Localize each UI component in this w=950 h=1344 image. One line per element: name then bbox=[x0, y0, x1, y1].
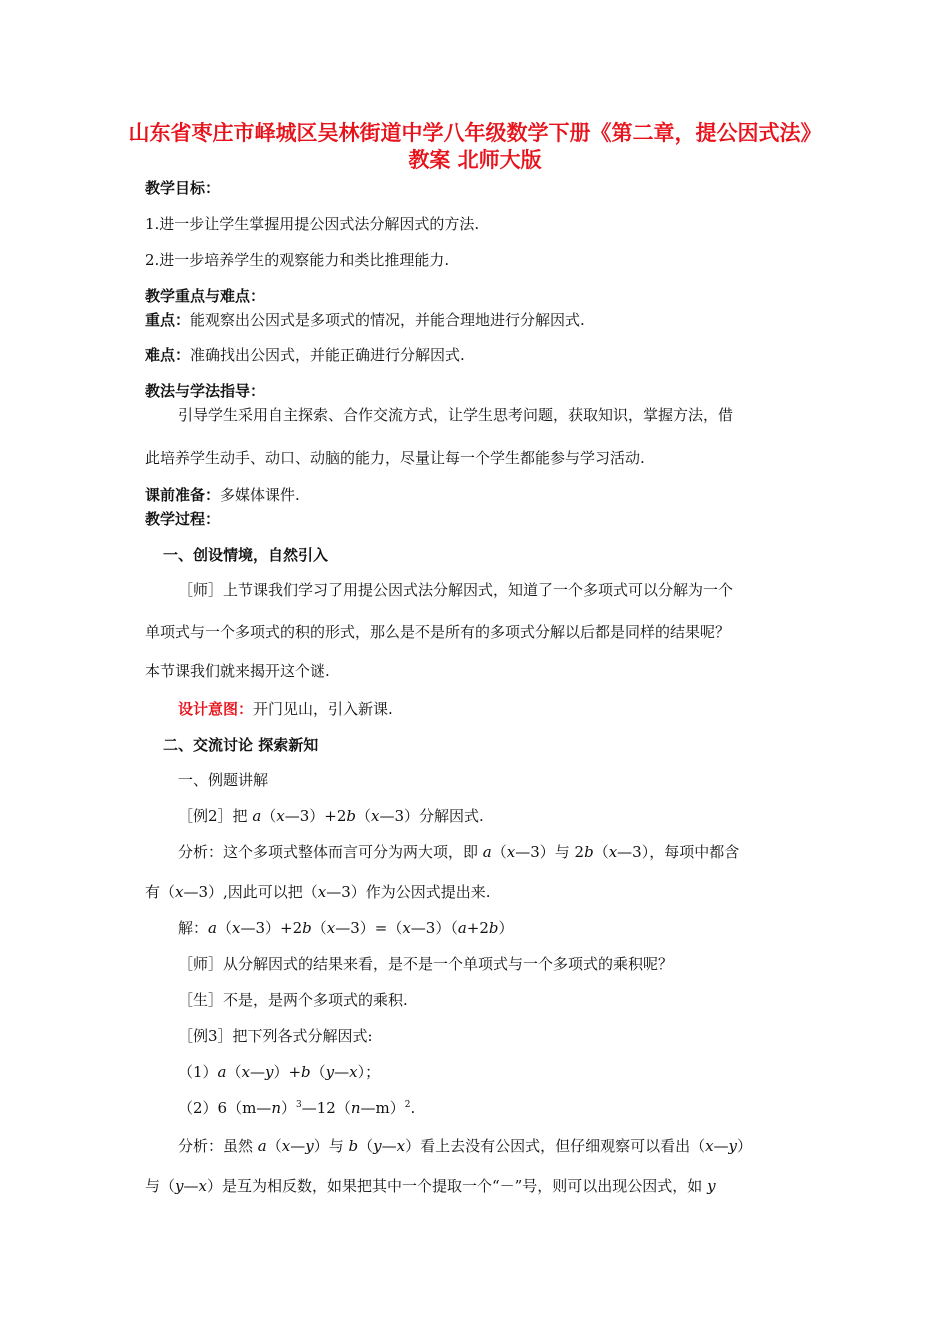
var: b bbox=[348, 1137, 359, 1155]
var: b bbox=[584, 843, 594, 861]
text: —3）+2 bbox=[240, 919, 303, 937]
text: ） bbox=[280, 1099, 296, 1117]
text: —3）+2 bbox=[284, 807, 347, 825]
var: b bbox=[346, 807, 357, 825]
key-points-heading: 教学重点与难点： bbox=[145, 287, 266, 305]
var: a bbox=[257, 1137, 267, 1155]
text: —3）分解因式. bbox=[379, 807, 484, 825]
text: —3），每项中都含 bbox=[617, 843, 740, 861]
analysis-2-line-1 bbox=[178, 1136, 752, 1156]
text: ）+ bbox=[273, 1063, 302, 1081]
var: x bbox=[231, 919, 241, 937]
text: — bbox=[334, 1063, 350, 1081]
section1-heading: 一、创设情境，自然引入 bbox=[163, 546, 329, 564]
text: 有（ bbox=[145, 883, 176, 901]
var: x bbox=[402, 919, 411, 937]
design-intent-text: 开门见山，引入新课. bbox=[253, 700, 393, 718]
var: y bbox=[707, 1177, 716, 1195]
analysis-1-line-2 bbox=[145, 882, 491, 902]
solution-line bbox=[178, 918, 514, 938]
exponent: 2 bbox=[404, 1100, 411, 1110]
var: x bbox=[241, 1063, 250, 1081]
var: x bbox=[326, 919, 336, 937]
document-title: 山东省枣庄市峄城区吴林街道中学八年级数学下册《第二章，提公因式法》教案 北师大版 bbox=[128, 121, 822, 172]
var: n bbox=[271, 1099, 281, 1117]
text: ［例2］把 bbox=[178, 807, 253, 825]
example-3-item-2 bbox=[178, 1098, 415, 1118]
example-3-item-1 bbox=[178, 1062, 380, 1082]
var: x bbox=[175, 883, 184, 901]
text: — bbox=[249, 1063, 265, 1081]
text: —12（ bbox=[301, 1099, 351, 1117]
method-line-1: 引导学生采用自主探索、合作交流方式，让学生思考问题，获取知识，掌握方法，借 bbox=[178, 406, 734, 424]
text: ）看上去没有公因式，但仔细观察可以看出（ bbox=[405, 1137, 706, 1155]
var: y bbox=[175, 1177, 184, 1195]
objective-item-1: 1.进一步让学生掌握用提公因式法分解因式的方法. bbox=[145, 215, 480, 233]
var: y bbox=[305, 1137, 314, 1155]
key-point-line bbox=[145, 310, 585, 330]
text: +2 bbox=[466, 919, 489, 937]
var: x bbox=[396, 1137, 406, 1155]
text: — bbox=[381, 1137, 397, 1155]
difficulty-line bbox=[145, 345, 465, 365]
section1-line-3: 本节课我们就来揭开这个谜. bbox=[145, 662, 330, 680]
var: x bbox=[276, 807, 285, 825]
key-point-text: 能观察出公因式是多项式的情况，并能合理地进行分解因式. bbox=[190, 311, 585, 329]
var: x bbox=[317, 883, 327, 901]
text: ） bbox=[737, 1137, 753, 1155]
var: a bbox=[457, 919, 467, 937]
text: —3）与 2 bbox=[515, 843, 585, 861]
text: — bbox=[290, 1137, 306, 1155]
design-intent-line bbox=[178, 699, 393, 719]
var: b bbox=[302, 919, 312, 937]
var: y bbox=[728, 1137, 738, 1155]
example-2 bbox=[178, 806, 484, 826]
var: x bbox=[198, 1177, 207, 1195]
analysis-2-line-2 bbox=[145, 1176, 716, 1196]
text: （ bbox=[226, 1063, 242, 1081]
text: （ bbox=[311, 919, 327, 937]
text: . bbox=[410, 1099, 416, 1117]
text: —m） bbox=[360, 1099, 405, 1117]
var: a bbox=[208, 919, 217, 937]
key-point-label: 重点： bbox=[145, 311, 191, 329]
var: a bbox=[252, 807, 262, 825]
method-heading: 教法与学法指导： bbox=[145, 382, 266, 400]
analysis-1-line-1 bbox=[178, 842, 739, 862]
text: ）； bbox=[357, 1063, 381, 1081]
prep-label: 课前准备： bbox=[145, 486, 221, 504]
var: a bbox=[217, 1063, 227, 1081]
text: —3）=（ bbox=[335, 919, 403, 937]
exponent: 3 bbox=[296, 1100, 302, 1110]
text: ） bbox=[498, 919, 514, 937]
teacher-question: ［师］从分解因式的结果来看，是不是一个单项式与一个多项式的乘积呢？ bbox=[178, 955, 674, 973]
example-3: ［例3］把下列各式分解因式: bbox=[178, 1027, 373, 1045]
text: 与（ bbox=[145, 1177, 176, 1195]
text: 分析：虽然 bbox=[178, 1137, 258, 1155]
prep-line bbox=[145, 485, 300, 505]
text: — bbox=[183, 1177, 199, 1195]
objective-item-2: 2.进一步培养学生的观察能力和类比推理能力. bbox=[145, 251, 450, 269]
text: ）是互为相反数，如果把其中一个提取一个“－”号，则可以出现公因式，如 bbox=[206, 1177, 708, 1195]
prep-text: 多媒体课件. bbox=[220, 486, 300, 504]
text: —3）（ bbox=[410, 919, 458, 937]
text: （ bbox=[310, 1063, 326, 1081]
var: y bbox=[373, 1137, 382, 1155]
text: （ bbox=[491, 843, 507, 861]
section2-subheading: 一、例题讲解 bbox=[178, 771, 269, 789]
section2-heading: 二、交流讨论 探索新知 bbox=[163, 736, 319, 754]
text: （2）6（m— bbox=[178, 1099, 272, 1117]
var: x bbox=[371, 807, 380, 825]
text: （ bbox=[356, 807, 372, 825]
var: n bbox=[350, 1099, 361, 1117]
var: y bbox=[325, 1063, 335, 1081]
student-answer: ［生］不是，是两个多项式的乘积. bbox=[178, 991, 408, 1009]
text: — bbox=[713, 1137, 729, 1155]
var: b bbox=[488, 919, 499, 937]
design-intent-label: 设计意图： bbox=[178, 700, 254, 718]
text: 分析：这个多项式整体而言可分为两大项，即 bbox=[178, 843, 483, 861]
text: （ bbox=[593, 843, 609, 861]
var: a bbox=[482, 843, 492, 861]
text: 解： bbox=[178, 919, 209, 937]
method-line-2: 此培养学生动手、动口、动脑的能力，尽量让每一个学生都能参与学习活动. bbox=[145, 449, 645, 467]
section1-line-1: ［师］上节课我们学习了用提公因式法分解因式，知道了一个多项式可以分解为一个 bbox=[178, 581, 734, 599]
var: x bbox=[349, 1063, 358, 1081]
var: b bbox=[301, 1063, 311, 1081]
var: x bbox=[705, 1137, 714, 1155]
objectives-heading: 教学目标： bbox=[145, 179, 221, 197]
difficulty-text: 准确找出公因式，并能正确进行分解因式. bbox=[190, 346, 465, 364]
section1-line-2: 单项式与一个多项式的积的形式，那么是不是所有的多项式分解以后都是同样的结果呢？ bbox=[145, 623, 731, 641]
var: x bbox=[608, 843, 618, 861]
text: （1） bbox=[178, 1063, 218, 1081]
var: y bbox=[264, 1063, 274, 1081]
text: ）与 bbox=[313, 1137, 349, 1155]
text: （ bbox=[216, 919, 232, 937]
text: —3）,因此可以把（ bbox=[183, 883, 318, 901]
var: x bbox=[281, 1137, 291, 1155]
process-heading: 教学过程： bbox=[145, 510, 221, 528]
text: （ bbox=[358, 1137, 374, 1155]
text: （ bbox=[266, 1137, 282, 1155]
difficulty-label: 难点： bbox=[145, 346, 191, 364]
var: x bbox=[506, 843, 516, 861]
text: —3）作为公因式提出来. bbox=[326, 883, 491, 901]
text: （ bbox=[261, 807, 277, 825]
